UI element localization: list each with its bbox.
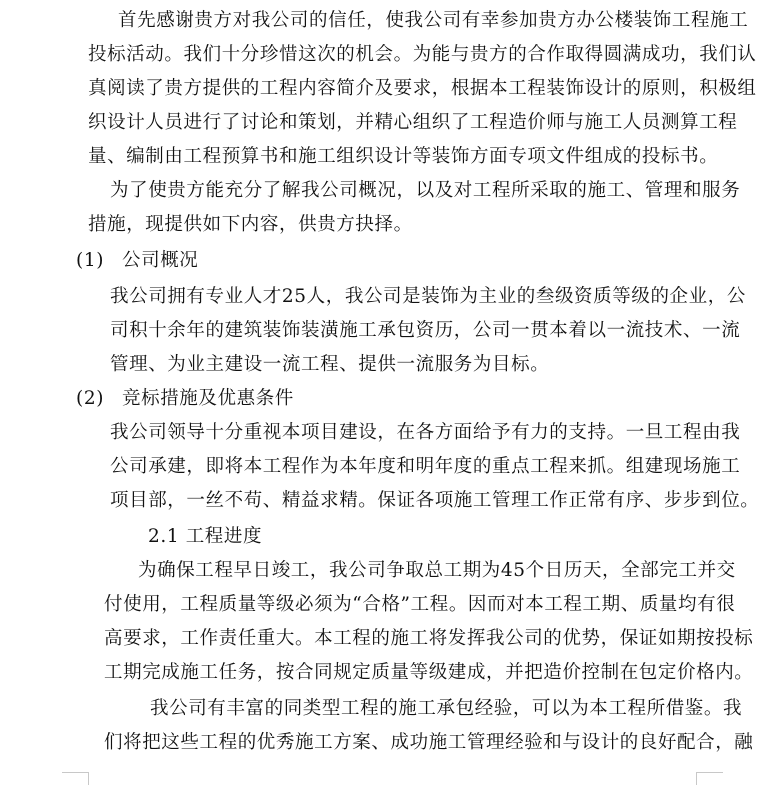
section1-number: (1) [76, 250, 105, 271]
experience-line-2: 们将把这些工程的优秀施工方案、成功施工管理经验和与设计的良好配合，融 [104, 732, 754, 753]
intro-line-1: 首先感谢贵方对我公司的信任，使我公司有幸参加贵方办公楼装饰工程施工 [118, 10, 749, 31]
purpose-line-1: 为了使贵方能充分了解我公司概况，以及对工程所采取的施工、管理和服务 [110, 180, 741, 201]
subsection21-line-1: 为确保工程早日竣工，我公司争取总工期为45个日历天，全部完工并交 [138, 560, 736, 581]
section2-heading [76, 382, 780, 416]
subsection21-line-3: 高要求，工作责任重大。本工程的施工将发挥我公司的优势，保证如期按投标 [104, 628, 754, 649]
section1-line-2: 司积十余年的建筑装饰装潢施工承包资历，公司一贯本着以一流技术、一流 [110, 320, 741, 341]
section1-line-1: 我公司拥有专业人才25人，我公司是装饰为主业的叁级资质等级的企业，公 [110, 286, 746, 307]
section1-line-3: 管理、为业主建设一流工程、提供一流服务为目标。 [110, 354, 550, 375]
intro-line-5: 量、编制由工程预算书和施工组织设计等装饰方面专项文件组成的投标书。 [88, 146, 719, 167]
intro-line-3: 真阅读了贵方提供的工程内容简介及要求，根据本工程装饰设计的原则，积极组 [88, 78, 757, 99]
intro-line-2: 投标活动。我们十分珍惜这次的机会。为能与贵方的合作取得圆满成功，我们认 [88, 44, 757, 65]
section2-number: (2) [76, 388, 105, 409]
subsection21-heading: 2.1 工程进度 [148, 526, 263, 547]
experience-line-1: 我公司有丰富的同类型工程的施工承包经验，可以为本工程所借鉴。我 [150, 698, 743, 719]
subsection21-line-4: 工期完成施工任务，按合同规定质量等级建成，并把造价控制在包定价格内。 [104, 662, 754, 683]
section1-heading [76, 244, 780, 278]
page-corner-marker-right [696, 772, 723, 785]
intro-line-4: 织设计人员进行了讨论和策划，并精心组织了工程造价师与施工人员测算工程 [88, 112, 738, 133]
section2-line-1: 我公司领导十分重视本项目建设，在各方面给予有力的支持。一旦工程由我 [110, 422, 741, 443]
purpose-line-2: 措施，现提供如下内容，供贵方抉择。 [88, 214, 413, 235]
page-corner-marker-left [62, 772, 89, 785]
section2-line-3: 项目部，一丝不苟、精益求精。保证各项施工管理工作正常有序、步步到位。 [110, 490, 760, 511]
subsection21-line-2: 付使用，工程质量等级必须为“合格”工程。因而对本工程工期、质量均有很 [104, 594, 736, 615]
section1-title: 公司概况 [122, 250, 199, 271]
section2-title: 竞标措施及优惠条件 [122, 388, 294, 409]
section2-line-2: 公司承建，即将本工程作为本年度和明年度的重点工程来抓。组建现场施工 [110, 456, 741, 477]
